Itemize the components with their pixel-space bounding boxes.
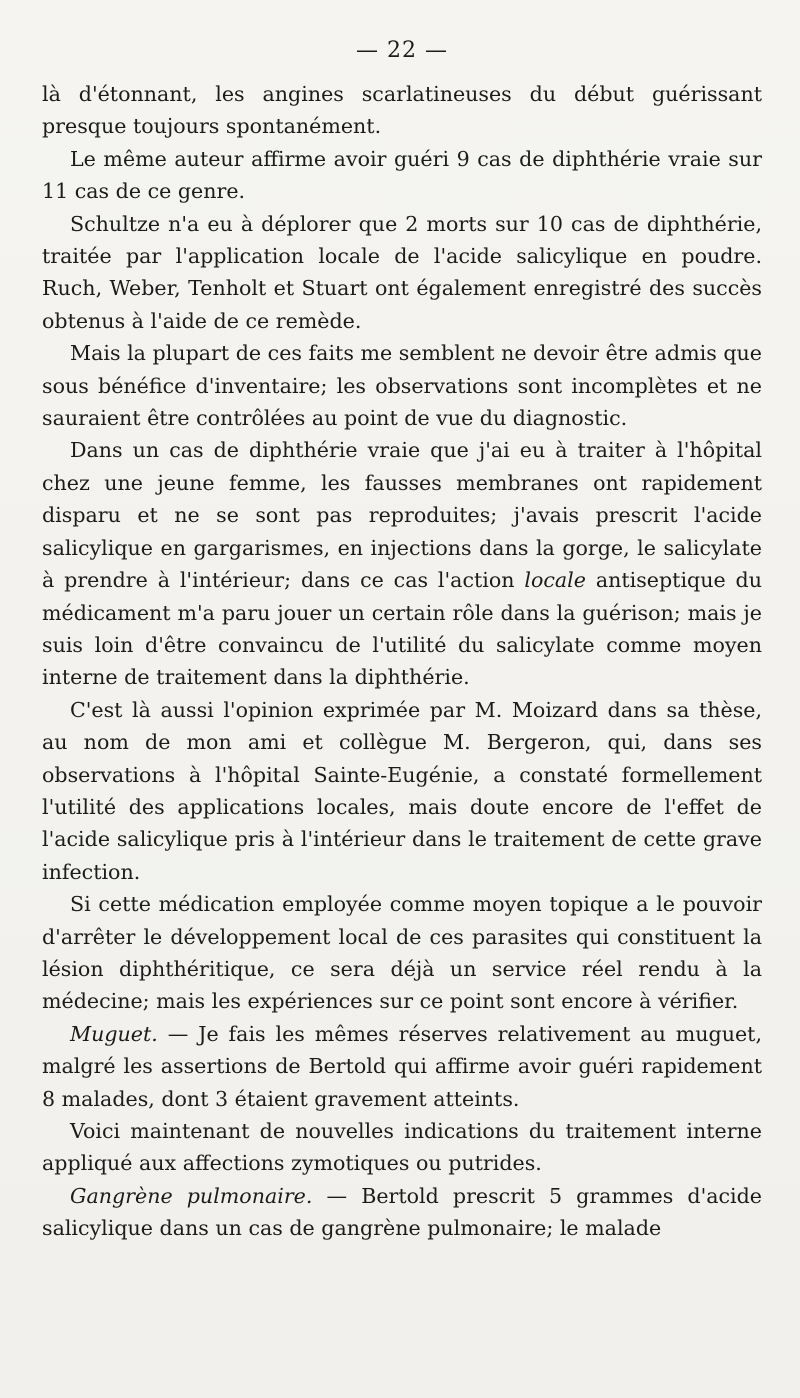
- paragraph-7: Si cette médication employée comme moyen topique a le pouvoir d'arrêter le développement local de ces parasites qui constituent la lésion diphthéritique, ce sera déjà un service réel rendu à la médecine; mais les expériences sur ce point sont encore à vérifier.: [42, 892, 762, 1014]
- paragraph-5-text-before: Dans un cas de diphthérie vraie que j'ai eu à traiter à l'hôpital chez une jeune femme, les fausses membranes ont rapidement disparu et ne se sont pas reproduites; j'avais prescrit l'acide salicylique en gargarismes, en injections dans la gorge, le salicylate à prendre à l'intérieur; dans ce cas l'action: [42, 438, 762, 593]
- italic-word-locale: locale: [524, 568, 586, 593]
- paragraph-5: [42, 434, 762, 693]
- paragraph-10-text: — Bertold prescrit 5 grammes d'acide salicylique dans un cas de gangrène pulmonaire; le malade: [42, 1183, 762, 1241]
- paragraph-8-text: — Je fais les mêmes réserves relativement au muguet, malgré les assertions de Bertold qui affirme avoir guéri rapidement 8 malades, dont 3 étaient gravement atteints.: [42, 1021, 762, 1111]
- paragraph-4: Mais la plupart de ces faits me semblent ne devoir être admis que sous bénéfice d'inventaire; les observations sont incomplètes et ne sauraient être contrôlées au point de vue du diagnostic.: [42, 341, 762, 431]
- paragraph-2: Le même auteur affirme avoir guéri 9 cas de diphthérie vraie sur 11 cas de ce genre.: [42, 146, 762, 204]
- section-heading-gangrene: Gangrène pulmonaire.: [70, 1183, 313, 1208]
- paragraph-6: C'est là aussi l'opinion exprimée par M. Moizard dans sa thèse, au nom de mon ami et collègue M. Bergeron, qui, dans ses observations à l'hôpital Sainte-Eugénie, a constaté formellement l'utilité des applications locales, mais doute encore de l'effet de l'acide salicylique pris à l'intérieur dans le traitement de cette grave infection.: [42, 697, 762, 884]
- paragraph-8: [42, 1018, 762, 1115]
- paragraph-1: là d'étonnant, les angines scarlatineuses du début guérissant presque toujours spontanément.: [42, 82, 762, 139]
- page-number: — 22 —: [356, 38, 448, 63]
- paragraph-5-text-after: antiseptique du médicament m'a paru jouer un certain rôle dans la guérison; mais je suis loin d'être convaincu de l'utilité du salicylate comme moyen interne de traitement dans la diphthérie.: [42, 568, 762, 690]
- paragraph-3: Schultze n'a eu à déplorer que 2 morts sur 10 cas de diphthérie, traitée par l'application locale de l'acide salicylique en poudre. Ruch, Weber, Tenholt et Stuart ont également enregistré des succès obtenus à l'aide de ce remède.: [42, 211, 762, 333]
- paragraph-9: Voici maintenant de nouvelles indications du traitement interne appliqué aux affections zymotiques ou putrides.: [42, 1119, 762, 1176]
- body-text: [42, 78, 762, 1245]
- paragraph-10: [42, 1180, 762, 1245]
- section-heading-muguet: Muguet.: [70, 1021, 158, 1046]
